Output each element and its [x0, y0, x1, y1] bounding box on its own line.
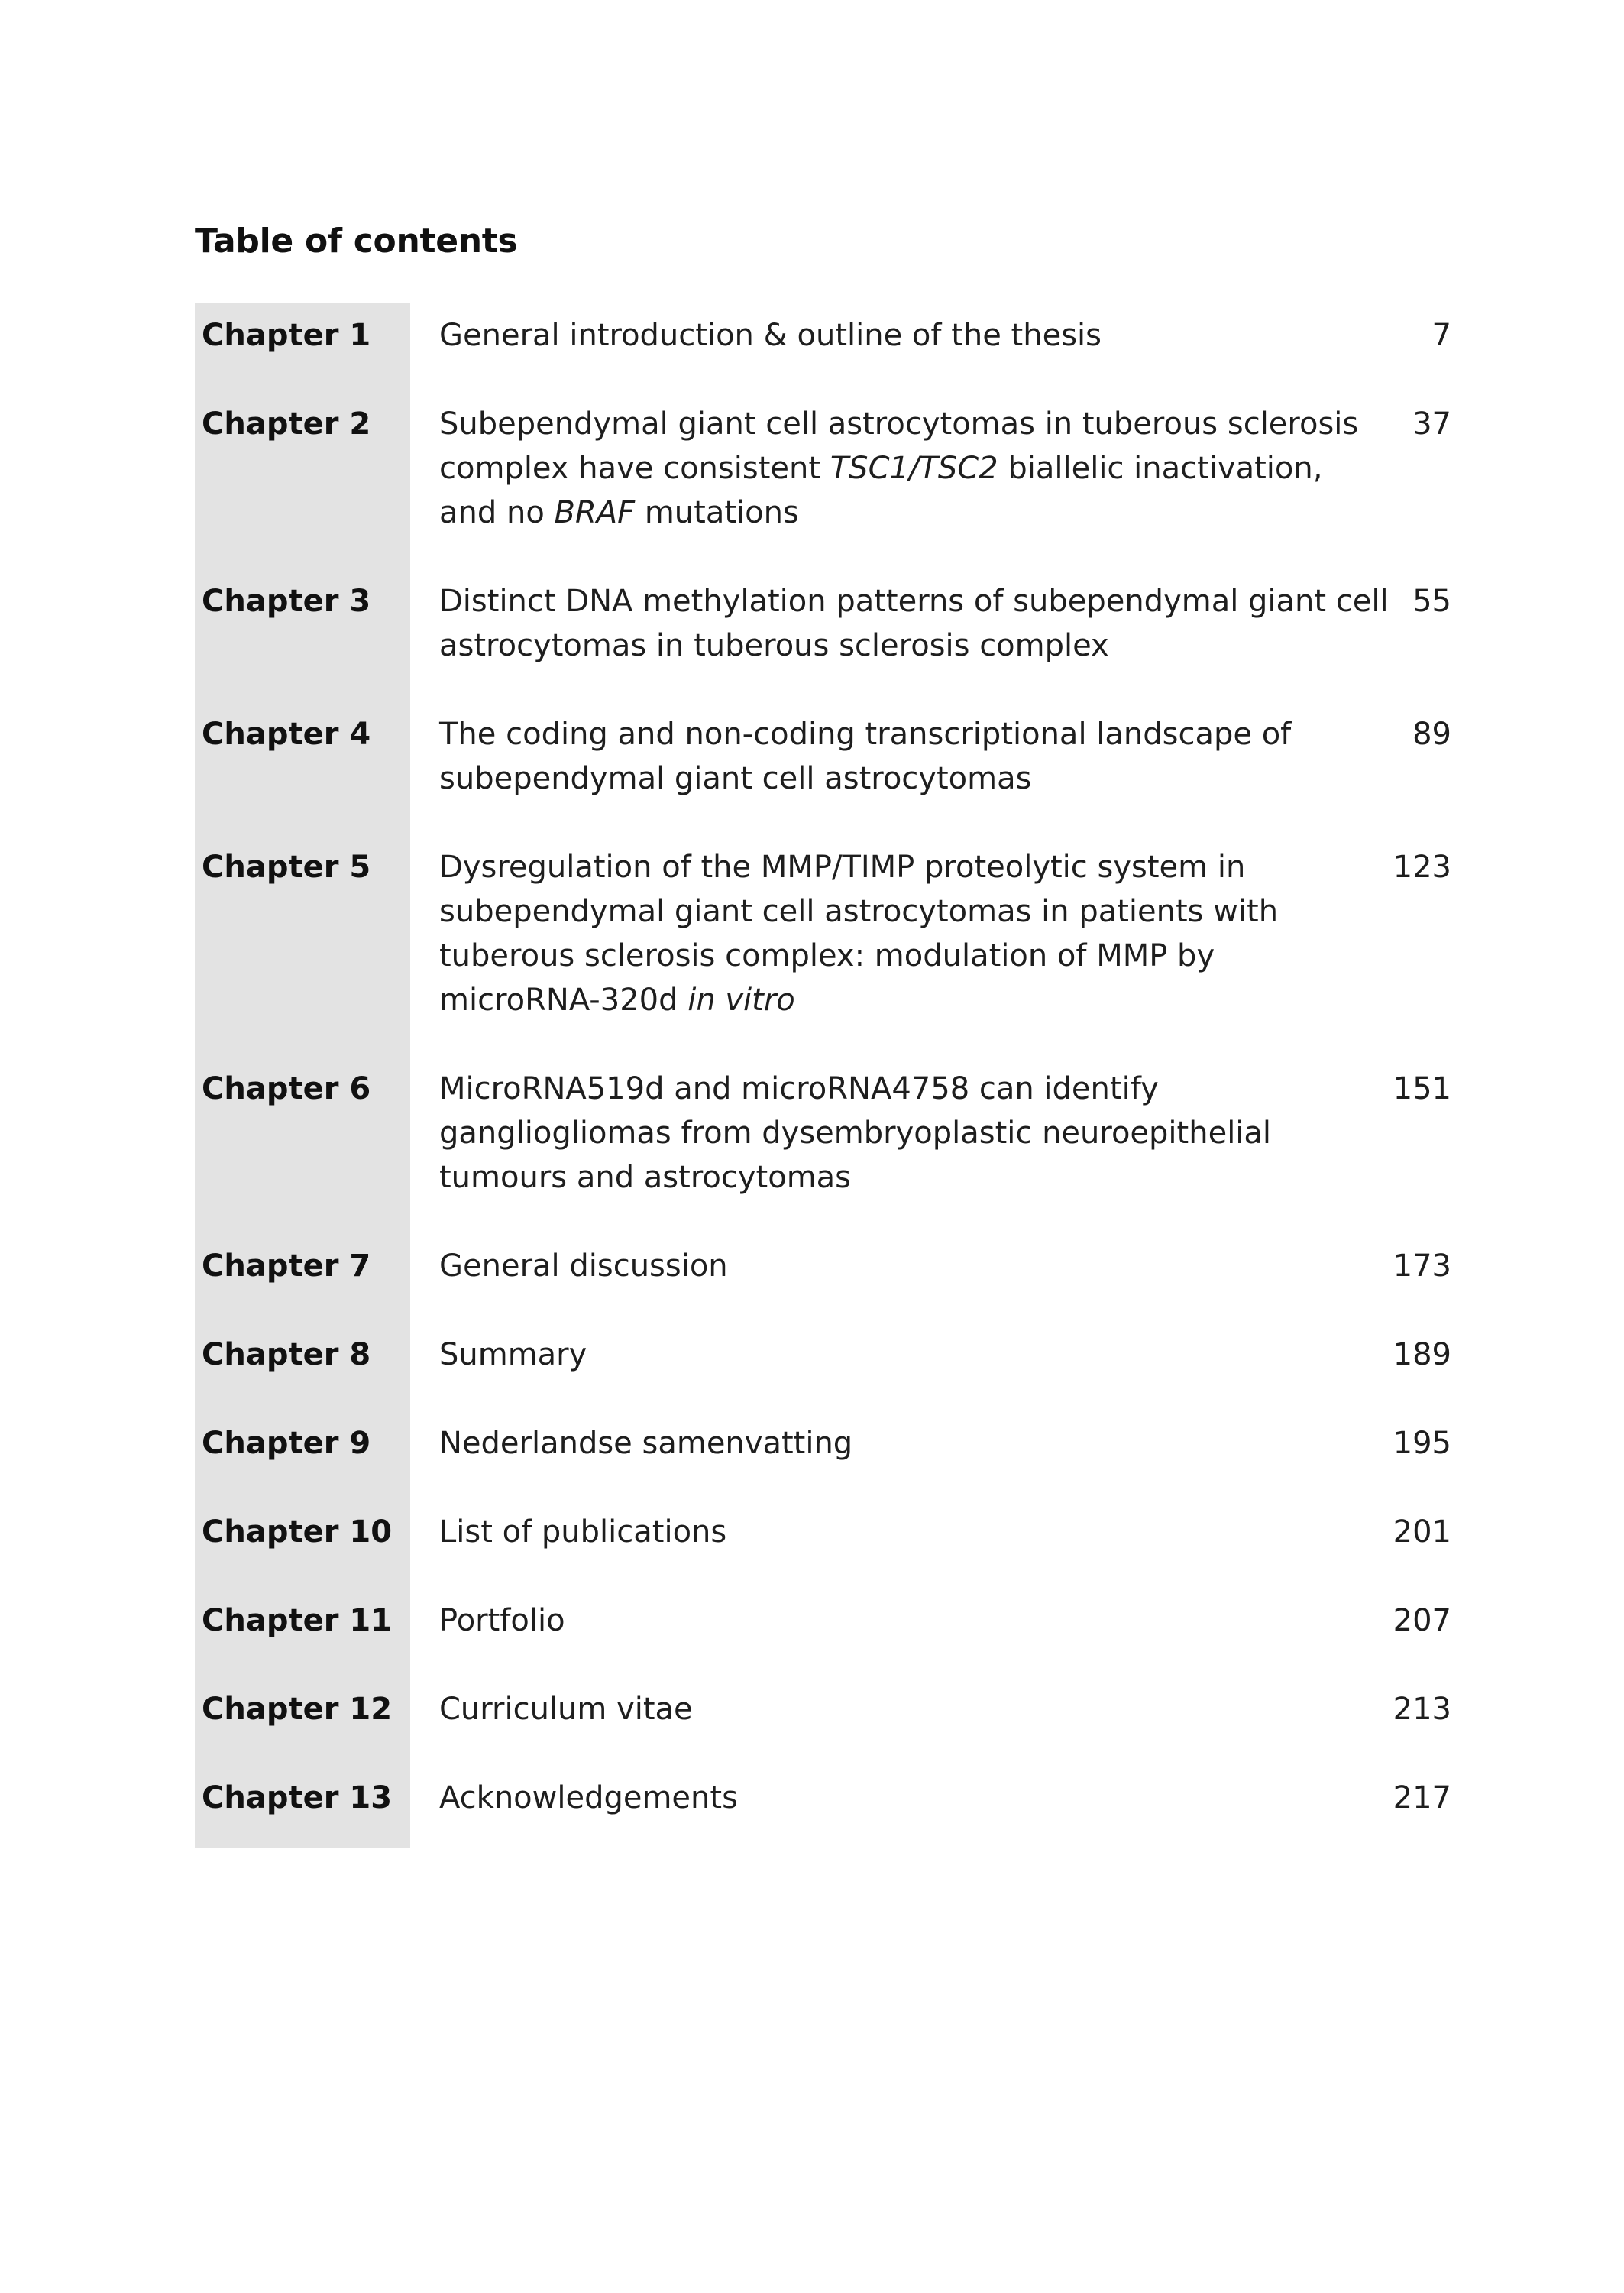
toc-entry-title	[439, 1067, 1291, 1200]
toc-row	[195, 1067, 1451, 1200]
toc-entry-title-line	[439, 1155, 1291, 1200]
toc-entry-title-text: Nederlandse samenvatting	[439, 1426, 853, 1461]
toc-entry-title-text: subependymal giant cell astrocytomas in patients with	[439, 894, 1279, 929]
toc-entry-title	[439, 402, 1359, 535]
toc-entry-title	[439, 712, 1291, 801]
toc-entry-title-line	[439, 845, 1291, 889]
toc-entry-title-text: subependymal giant cell astrocytomas	[439, 761, 1032, 796]
toc-page-number: 217	[1393, 1780, 1451, 1815]
toc-entry-title-line	[439, 1244, 1291, 1288]
toc-page-number: 195	[1393, 1426, 1451, 1461]
toc-entry-title-text: Portfolio	[439, 1603, 565, 1638]
toc-row	[195, 579, 1451, 668]
toc-entry-title-line	[439, 1111, 1291, 1155]
toc-row	[195, 845, 1451, 1022]
toc-entry-title-text: Acknowledgements	[439, 1780, 738, 1815]
toc-page-number: 207	[1393, 1603, 1451, 1638]
toc-row	[195, 1244, 1451, 1288]
toc-entry-title-line	[439, 712, 1291, 756]
toc-entry-title-text: mutations	[635, 495, 799, 530]
toc-entry-title-line	[439, 1598, 1291, 1643]
toc-entry-title-text: gangliogliomas from dysembryoplastic neuroepithelial	[439, 1116, 1272, 1151]
toc-list	[195, 313, 1451, 1864]
toc-row	[195, 313, 1451, 358]
toc-entry-title	[439, 1510, 1291, 1554]
toc-entry-title	[439, 1776, 1291, 1820]
toc-chapter-label: Chapter 8	[202, 1337, 371, 1372]
toc-entry-title-line	[439, 446, 1323, 491]
toc-chapter-label: Chapter 6	[202, 1071, 371, 1106]
toc-entry-title-text: tumours and astrocytomas	[439, 1160, 852, 1195]
toc-entry-title	[439, 313, 1291, 358]
toc-page-number: 201	[1393, 1514, 1451, 1550]
toc-entry-title-text: General introduction & outline of the thesis	[439, 318, 1102, 353]
toc-row	[195, 1421, 1451, 1466]
toc-page-number: 7	[1432, 318, 1451, 353]
toc-chapter-label: Chapter 5	[202, 850, 371, 885]
toc-page-number: 189	[1393, 1337, 1451, 1372]
toc-chapter-label: Chapter 9	[202, 1426, 371, 1461]
toc-entry-title-italic: BRAF	[554, 495, 636, 530]
toc-page-number: 123	[1393, 850, 1451, 885]
toc-entry-title-line	[439, 313, 1291, 358]
toc-chapter-label: Chapter 11	[202, 1603, 393, 1638]
toc-page-number: 89	[1412, 717, 1451, 752]
toc-entry-title	[439, 1421, 1291, 1466]
toc-entry-title-text: Subependymal giant cell astrocytomas in tuberous sclerosis	[439, 406, 1359, 442]
toc-entry-title-italic: in vitro	[687, 983, 795, 1018]
toc-entry-title-text: Curriculum vitae	[439, 1692, 693, 1727]
toc-row	[195, 402, 1451, 535]
toc-entry-title	[439, 1598, 1291, 1643]
toc-entry-title-line	[439, 1510, 1291, 1554]
toc-entry-title-line	[439, 1776, 1291, 1820]
toc-entry-title-line	[439, 402, 1359, 446]
toc-chapter-label: Chapter 7	[202, 1249, 371, 1284]
toc-row	[195, 1687, 1451, 1731]
toc-chapter-label: Chapter 13	[202, 1780, 393, 1815]
toc-entry-title-text: Distinct DNA methylation patterns of subependymal giant cell	[439, 584, 1389, 619]
toc-entry-title-text: microRNA-320d	[439, 983, 688, 1018]
toc-entry-title-text: biallelic inactivation,	[998, 451, 1323, 486]
toc-entry-title-line	[439, 623, 1291, 668]
toc-entry-title-text: Summary	[439, 1337, 587, 1372]
toc-entry-title-line	[439, 889, 1291, 934]
toc-entry-title-line	[439, 491, 1291, 535]
toc-row	[195, 1333, 1451, 1377]
toc-entry-title	[439, 579, 1389, 668]
toc-entry-title	[439, 1687, 1291, 1731]
toc-entry-title	[439, 1333, 1291, 1377]
toc-entry-title-text: The coding and non-coding transcriptional landscape of	[439, 717, 1292, 752]
toc-chapter-label: Chapter 4	[202, 717, 371, 752]
page-title: Table of contents	[195, 222, 518, 261]
toc-chapter-label: Chapter 2	[202, 406, 371, 442]
toc-entry-title-text: Dysregulation of the MMP/TIMP proteolytic system in	[439, 850, 1246, 885]
toc-chapter-label: Chapter 12	[202, 1692, 393, 1727]
toc-row	[195, 712, 1451, 801]
toc-page-number: 151	[1393, 1071, 1451, 1106]
toc-entry-title-text: tuberous sclerosis complex: modulation of MMP by	[439, 938, 1215, 973]
toc-entry-title-line	[439, 756, 1291, 801]
toc-entry-title	[439, 1244, 1291, 1288]
toc-entry-title-line	[439, 1687, 1291, 1731]
toc-chapter-label: Chapter 1	[202, 318, 371, 353]
toc-entry-title-line	[439, 978, 1291, 1022]
toc-chapter-label: Chapter 10	[202, 1514, 393, 1550]
toc-entry-title-text: complex have consistent	[439, 451, 830, 486]
toc-entry-title-line	[439, 934, 1291, 978]
toc-page-number: 173	[1393, 1249, 1451, 1284]
toc-entry-title-text: General discussion	[439, 1249, 728, 1284]
toc-entry-title-text: astrocytomas in tuberous sclerosis complex	[439, 628, 1109, 663]
toc-row	[195, 1510, 1451, 1554]
toc-entry-title	[439, 845, 1291, 1022]
toc-row	[195, 1776, 1451, 1820]
toc-entry-title-text: MicroRNA519d and microRNA4758 can identify	[439, 1071, 1159, 1106]
toc-entry-title-text: List of publications	[439, 1514, 727, 1550]
toc-chapter-label: Chapter 3	[202, 584, 371, 619]
toc-page-number: 55	[1412, 584, 1451, 619]
toc-entry-title-italic: TSC1/TSC2	[830, 451, 998, 486]
toc-page-number: 213	[1393, 1692, 1451, 1727]
toc-row	[195, 1598, 1451, 1643]
toc-entry-title-text: and no	[439, 495, 555, 530]
toc-entry-title-line	[439, 1333, 1291, 1377]
toc-entry-title-line	[439, 579, 1389, 623]
toc-entry-title-line	[439, 1421, 1291, 1466]
toc-entry-title-line	[439, 1067, 1291, 1111]
toc-page-number: 37	[1412, 406, 1451, 442]
